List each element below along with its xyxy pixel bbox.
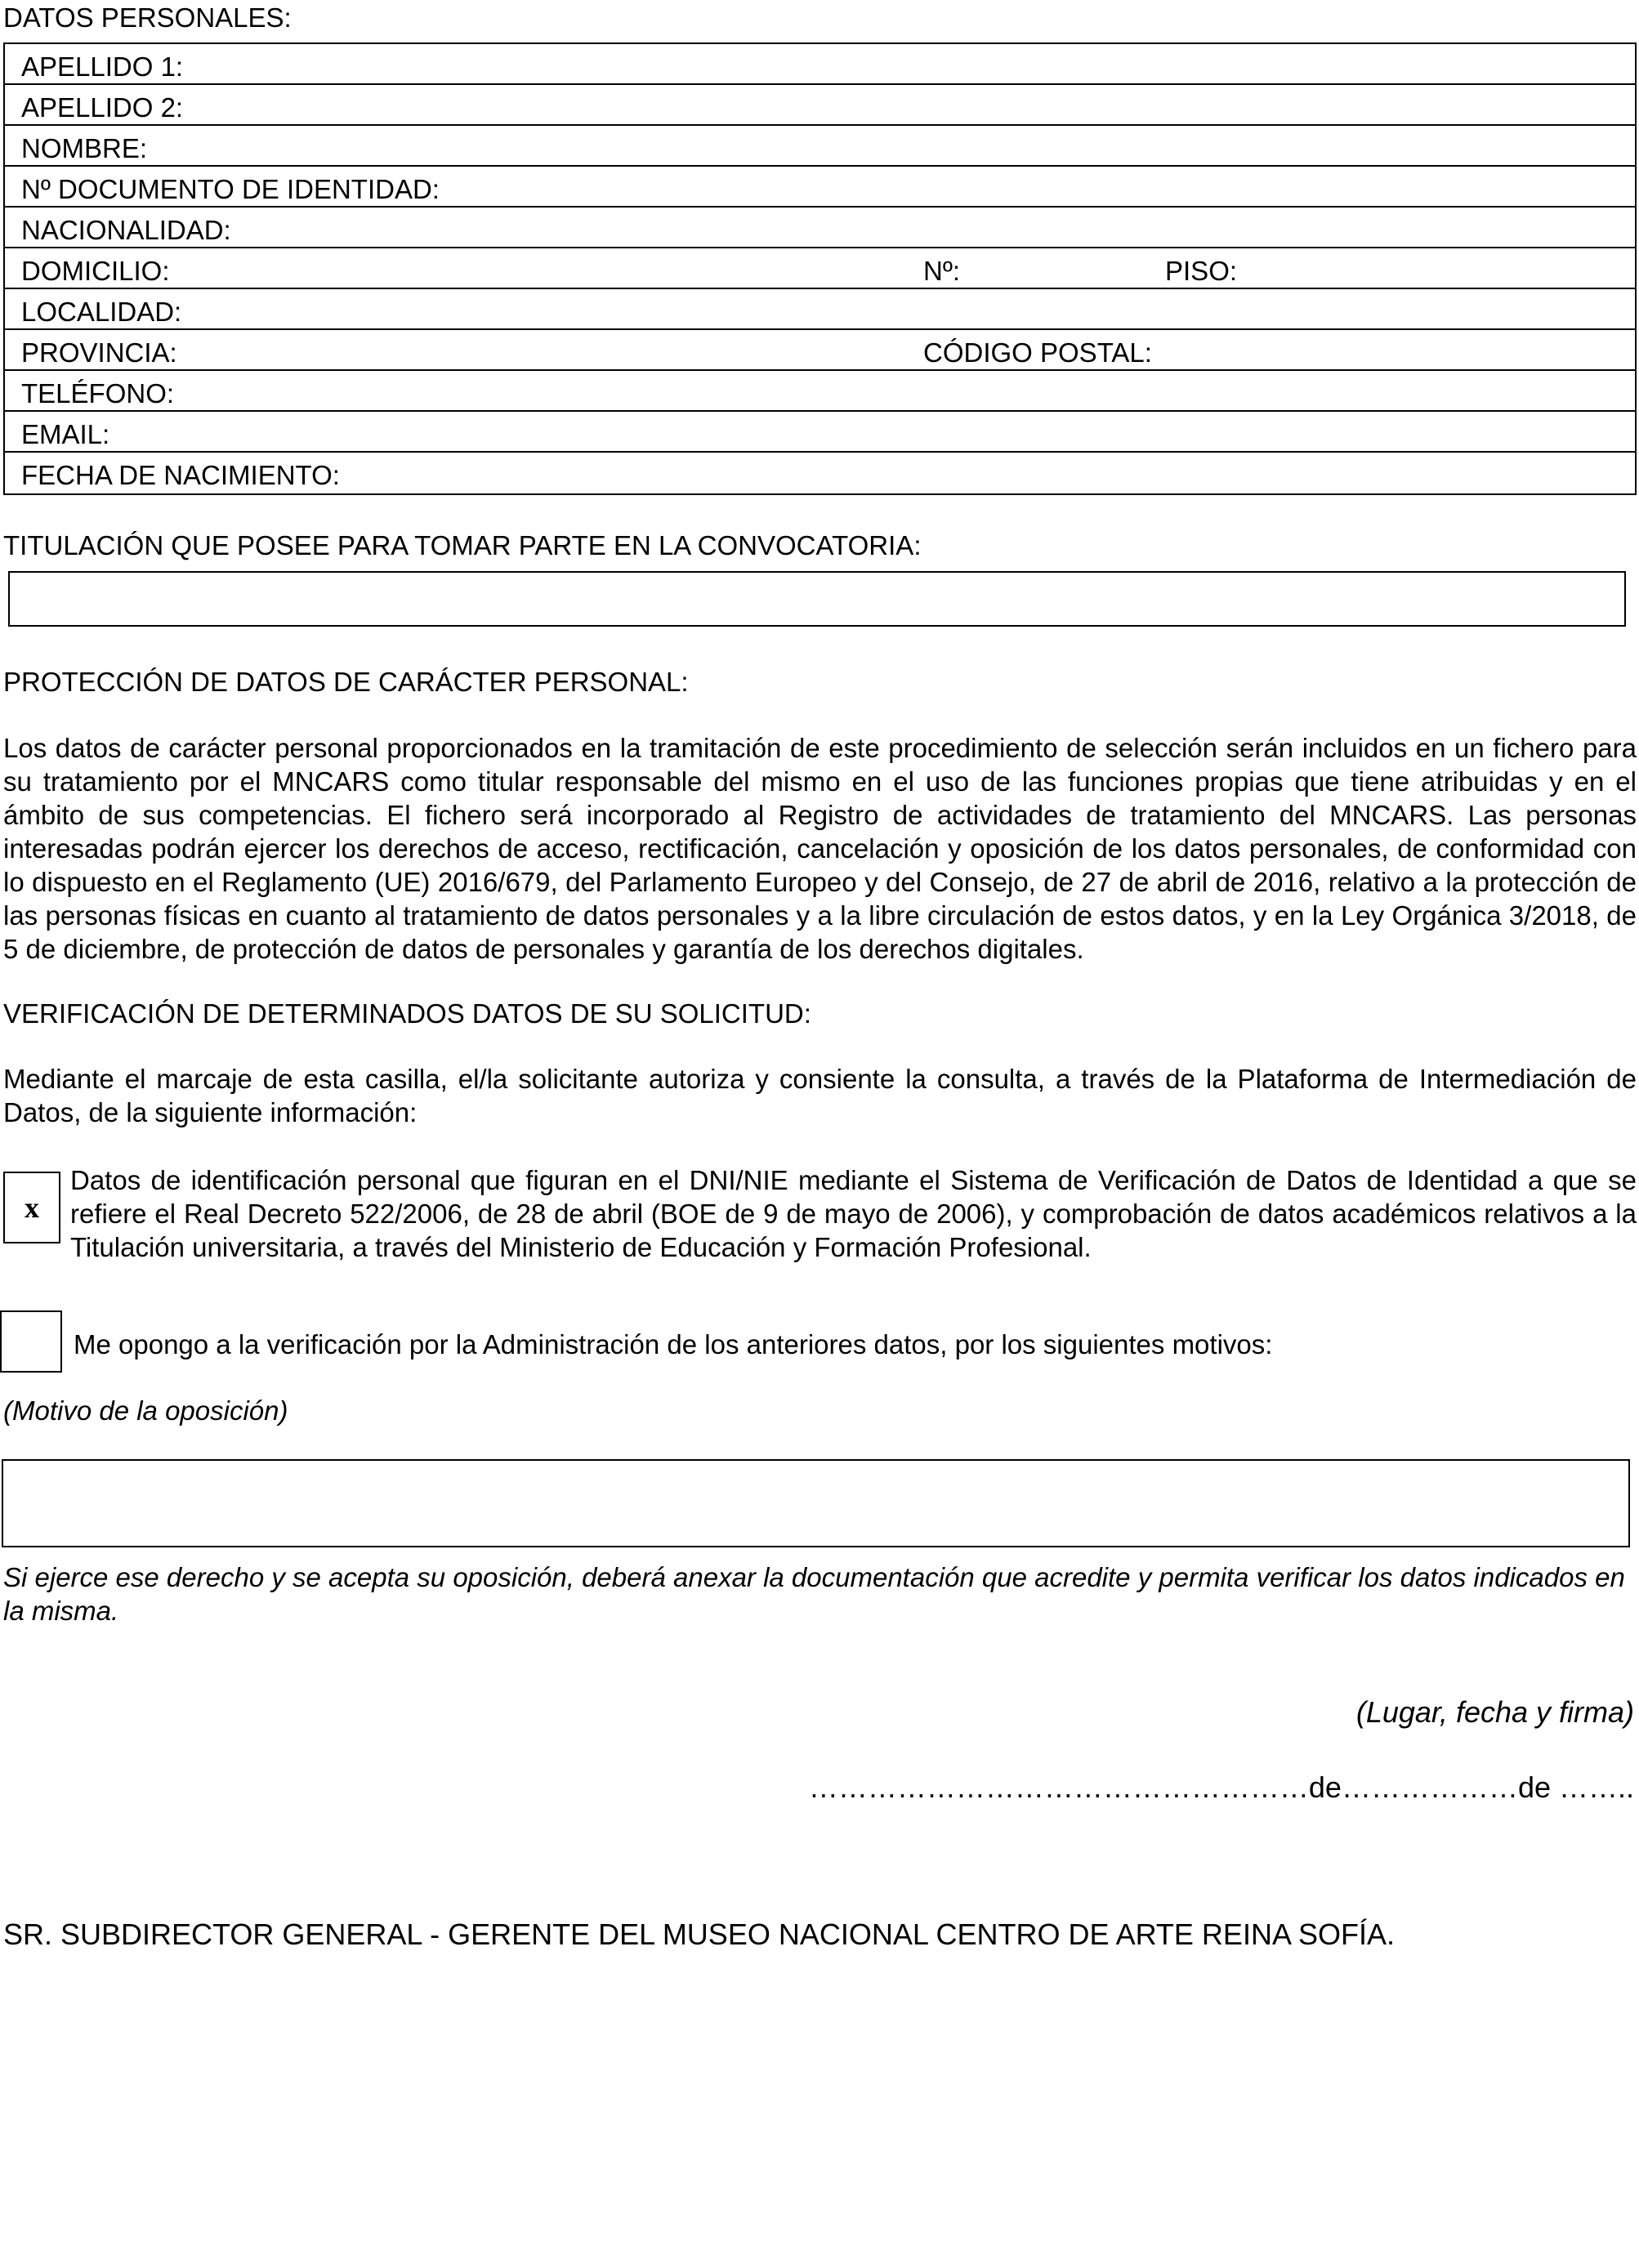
- nacionalidad-label: NACIONALIDAD:: [21, 215, 231, 245]
- localidad-label: LOCALIDAD:: [21, 297, 182, 327]
- opposition-reason-input[interactable]: [2, 1459, 1630, 1547]
- domicilio-label: DOMICILIO:: [21, 256, 170, 286]
- numero-label: Nº:: [923, 256, 961, 286]
- fecha-nacimiento-label: FECHA DE NACIMIENTO:: [21, 460, 340, 490]
- check-mark-icon: x: [25, 1191, 39, 1224]
- field-row-apellido2[interactable]: [5, 85, 1635, 126]
- field-row-domicilio[interactable]: [5, 248, 1635, 289]
- field-row-nacionalidad[interactable]: [5, 208, 1635, 248]
- field-row-localidad[interactable]: [5, 289, 1635, 330]
- data-protection-heading: PROTECCIÓN DE DATOS DE CARÁCTER PERSONAL:: [3, 667, 689, 697]
- field-row-email[interactable]: [5, 412, 1635, 453]
- nombre-label: NOMBRE:: [21, 133, 148, 163]
- signature-label: (Lugar, fecha y firma): [1355, 1695, 1634, 1729]
- apellido1-label: APELLIDO 1:: [21, 51, 184, 82]
- codigo-postal-label: CÓDIGO POSTAL:: [923, 337, 1152, 368]
- personal-data-heading: DATOS PERSONALES:: [3, 2, 292, 33]
- addressee: SR. SUBDIRECTOR GENERAL - GERENTE DEL MUSEO NACIONAL CENTRO DE ARTE REINA SOFÍA.: [3, 1918, 1395, 1951]
- verification-heading: VERIFICACIÓN DE DETERMINADOS DATOS DE SU SOLICITUD:: [3, 998, 811, 1029]
- signature-date-line[interactable]: ……………………………………………de………………de ……..: [808, 1770, 1634, 1804]
- field-row-documento[interactable]: [5, 167, 1635, 208]
- opposition-reason-label: (Motivo de la oposición): [3, 1395, 288, 1426]
- opposition-note: Si ejerce ese derecho y se acepta su oposición, deberá anexar la documentación que acredite y permita verificar los datos indicados en la misma.: [3, 1562, 1625, 1626]
- field-row-provincia[interactable]: [5, 330, 1635, 371]
- consent-checkbox[interactable]: [3, 1172, 60, 1243]
- provincia-label: PROVINCIA:: [21, 337, 177, 368]
- documento-label: Nº DOCUMENTO DE IDENTIDAD:: [21, 174, 440, 204]
- verification-intro: Mediante el marcaje de esta casilla, el/la solicitante autoriza y consiente la consulta, a través de la Plataforma de Intermediación de Datos, de la siguiente información:: [3, 1064, 1637, 1127]
- qualification-input[interactable]: [8, 571, 1626, 627]
- data-protection-text: Los datos de carácter personal proporcionados en la tramitación de este procedimiento de selección serán incluidos en un fichero para su tratamiento por el MNCARS como titular responsable del mismo en el uso de las funciones propias que tiene atribuidas y en el ámbito de sus competencias. El fichero será incorporado al Registro de actividades de tratamiento del MNCARS. Las personas interesadas podrán ejercer los derechos de acceso, rectificación, cancelación y oposición de los datos personales, de conformidad con lo dispuesto en el Reglamento (UE) 2016/679, del Parlamento Europeo y del Consejo, de 27 de abril de 2016, relativo a la protección de las personas físicas en cuanto al tratamiento de datos personales y a la libre circulación de estos datos, y en la Ley Orgánica 3/2018, de 5 de diciembre, de protección de datos de personales y garantía de los derechos digitales.: [3, 733, 1637, 964]
- personal-data-table: [3, 42, 1637, 495]
- consent-text: Datos de identificación personal que figuran en el DNI/NIE mediante el Sistema de Verificación de Datos de Identidad a que se refiere el Real Decreto 522/2006, de 28 de abril (BOE de 9 de mayo de 2006), y comprobación de datos académicos relativos a la Titulación universitaria, a través del Ministerio de Educación y Formación Profesional.: [70, 1165, 1637, 1262]
- qualification-heading: TITULACIÓN QUE POSEE PARA TOMAR PARTE EN LA CONVOCATORIA:: [3, 530, 922, 560]
- opposition-text: Me opongo a la verificación por la Administración de los anteriores datos, por los siguientes motivos:: [74, 1329, 1273, 1359]
- apellido2-label: APELLIDO 2:: [21, 92, 184, 123]
- field-row-nombre[interactable]: [5, 126, 1635, 167]
- opposition-checkbox[interactable]: [0, 1310, 62, 1373]
- field-row-fecha-nacimiento[interactable]: [5, 453, 1635, 493]
- field-row-apellido1[interactable]: [5, 44, 1635, 85]
- telefono-label: TELÉFONO:: [21, 378, 175, 409]
- field-row-telefono[interactable]: [5, 371, 1635, 412]
- email-label: EMAIL:: [21, 419, 110, 449]
- piso-label: PISO:: [1165, 256, 1238, 286]
